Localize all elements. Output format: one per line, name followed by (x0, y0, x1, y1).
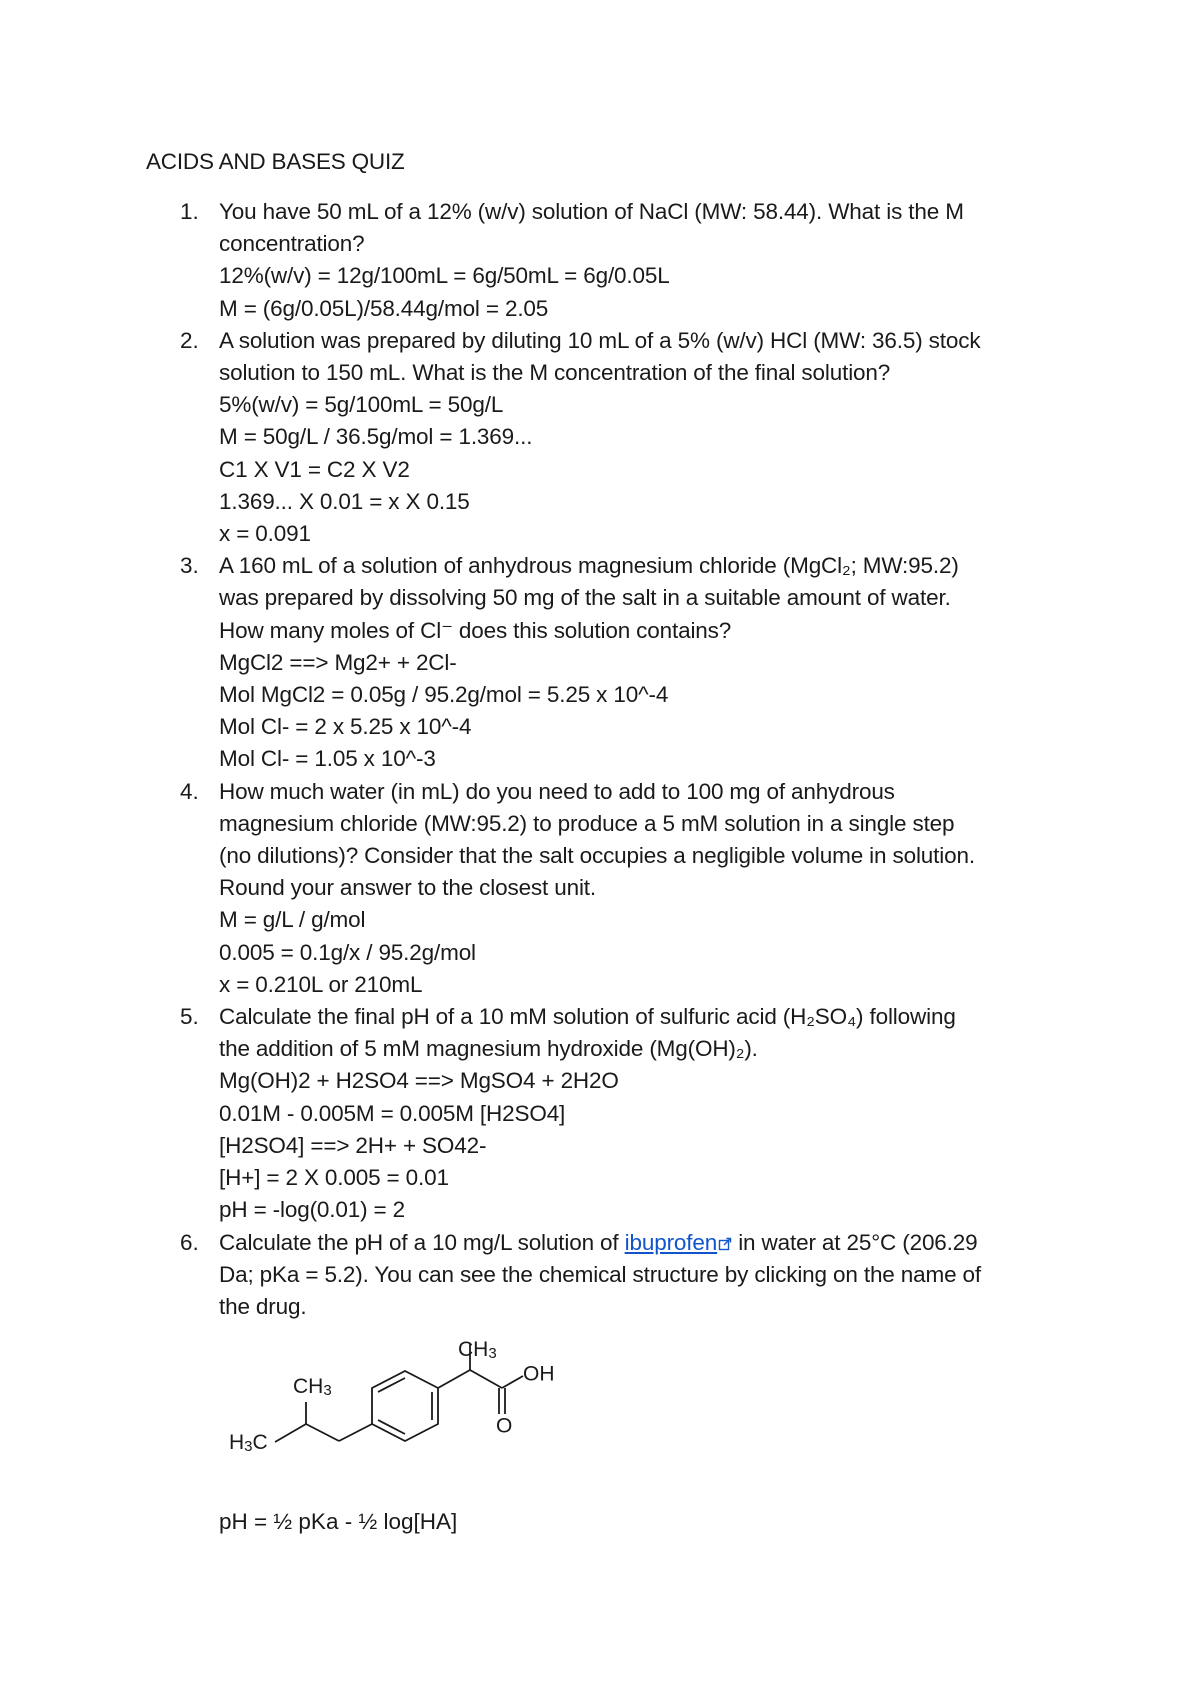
answer-line: 12%(w/v) = 12g/100mL = 6g/50mL = 6g/0.05L (219, 263, 670, 289)
question-text: (no dilutions)? Consider that the salt occupies a negligible volume in solution. (219, 843, 975, 869)
answer-line: pH = -log(0.01) = 2 (219, 1197, 406, 1223)
answer-line: MgCl2 ==> Mg2+ + 2Cl- (219, 649, 457, 675)
question-body (219, 776, 1099, 1001)
answer-line: 1.369... X 0.01 = x X 0.15 (219, 488, 470, 514)
question-1 (0, 196, 1200, 325)
question-number: 5. (180, 1004, 199, 1030)
question-text: A solution was prepared by diluting 10 mL of a 5% (w/v) HCl (MW: 36.5) stock (219, 327, 981, 353)
question-text: was prepared by dissolving 50 mg of the salt in a suitable amount of water. (219, 585, 951, 611)
answer-line: M = g/L / g/mol (219, 907, 366, 933)
ring-double-bond (378, 1420, 405, 1434)
question-2 (0, 325, 1200, 550)
answer-line: [H2SO4] ==> 2H+ + SO42- (219, 1132, 487, 1158)
question-number: 4. (180, 778, 199, 804)
question-text: How much water (in mL) do you need to add to 100 mg of anhydrous (219, 778, 895, 804)
answer-line: 0.005 = 0.1g/x / 95.2g/mol (219, 939, 476, 965)
question-text: Round your answer to the closest unit. (219, 875, 597, 901)
question-text: You have 50 mL of a 12% (w/v) solution of NaCl (MW: 58.44). What is the M (219, 199, 964, 224)
ibuprofen-link[interactable]: ibuprofen (624, 1229, 718, 1255)
question-5 (0, 1001, 1200, 1226)
question-text: solution to 150 mL. What is the M concentration of the final solution? (219, 360, 891, 386)
bond (438, 1370, 470, 1388)
question-6 (0, 1227, 1200, 1324)
ch3-top-label: $CH_3$ (458, 1340, 497, 1363)
benzene-ring (372, 1371, 438, 1441)
question-number: 3. (180, 553, 199, 579)
oh-label: OH (523, 1362, 555, 1386)
question-text: Calculate the final pH of a 10 mM solution of sulfuric acid (H₂SO₄) following (219, 1004, 956, 1030)
answer-line: 0.01M - 0.005M = 0.005M [H2SO4] (219, 1100, 566, 1126)
page-title: ACIDS AND BASES QUIZ (146, 149, 405, 174)
question-body (219, 1227, 1099, 1324)
answer-line: Mol Cl- = 1.05 x 10^-3 (219, 746, 436, 772)
question-text: A 160 mL of a solution of anhydrous magnesium chloride (MgCl₂; MW:95.2) (219, 553, 959, 579)
h3c-label: $H_3C$ (229, 1431, 268, 1456)
question-text: in water at 25°C (206.29 (732, 1229, 978, 1255)
bond (306, 1424, 339, 1441)
question-body (219, 196, 1099, 325)
question-text: Da; pKa = 5.2). You can see the chemical structure by clicking on the name of (219, 1261, 982, 1287)
answer-line: M = (6g/0.05L)/58.44g/mol = 2.05 (219, 295, 549, 321)
bond-to-h3c (275, 1424, 306, 1442)
question-text: the drug. (219, 1293, 307, 1319)
question-number: 2. (180, 327, 199, 353)
answer-line: Mol MgCl2 = 0.05g / 95.2g/mol = 5.25 x 10^-4 (219, 682, 669, 708)
answer-line: x = 0.091 (219, 521, 311, 547)
answer-line: x = 0.210L or 210mL (219, 971, 423, 997)
question-body (219, 325, 1099, 550)
question-number: 1. (180, 199, 199, 224)
question-3 (0, 550, 1200, 775)
question-text: Calculate the pH of a 10 mg/L solution of (219, 1229, 625, 1255)
external-link-icon[interactable] (718, 1237, 732, 1251)
ring-double-bond (378, 1378, 405, 1392)
answer-line: 5%(w/v) = 5g/100mL = 50g/L (219, 392, 504, 418)
bond (470, 1370, 502, 1388)
question-list (0, 196, 1200, 1323)
question-number: 6. (180, 1229, 199, 1255)
question-text: the addition of 5 mM magnesium hydroxide (Mg(OH)₂). (219, 1036, 758, 1062)
question-body (219, 550, 1099, 775)
ch3-left-label: $CH_3$ (293, 1375, 332, 1400)
question-4 (0, 776, 1200, 1001)
answer-line: [H+] = 2 X 0.005 = 0.01 (219, 1165, 449, 1191)
ibuprofen-structure-diagram (220, 1340, 580, 1500)
carbonyl-o-label: O (496, 1414, 513, 1438)
question-text: concentration? (219, 231, 365, 257)
answer-line: C1 X V1 = C2 X V2 (219, 456, 410, 482)
bond (339, 1424, 372, 1441)
question-text: magnesium chloride (MW:95.2) to produce a 5 mM solution in a single step (219, 810, 955, 836)
question-text-with-link (219, 1227, 1099, 1259)
question-text: How many moles of Cl⁻ does this solution contains? (219, 617, 732, 643)
question-body (219, 1001, 1099, 1226)
bond-to-oh (502, 1376, 523, 1388)
answer-line: Mol Cl- = 2 x 5.25 x 10^-4 (219, 714, 472, 740)
answer-line: M = 50g/L / 36.5g/mol = 1.369... (219, 424, 533, 450)
ph-formula: pH = ½ pKa - ½ log[HA] (219, 1509, 458, 1534)
answer-line: Mg(OH)2 + H2SO4 ==> MgSO4 + 2H2O (219, 1068, 619, 1094)
